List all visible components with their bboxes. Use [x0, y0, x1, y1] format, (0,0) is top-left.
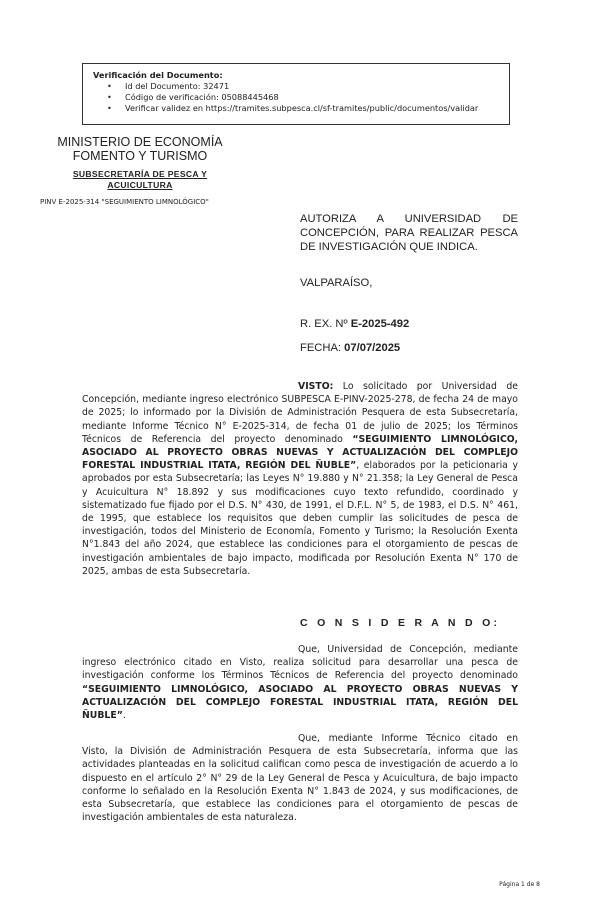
considerando-paragraph-2 — [82, 732, 518, 824]
visto-paragraph — [82, 380, 518, 578]
resolution-date — [300, 341, 400, 355]
verification-list — [89, 81, 503, 114]
reference-code: PINV E-2025-314 "SEGUIMIENTO LIMNOLÓGICO" — [40, 198, 209, 206]
resolution-subject: AUTORIZA A UNIVERSIDAD DE CONCEPCIÓN, PARA REALIZAR PESCA DE INVESTIGACIÓN QUE INDICA. — [300, 213, 518, 253]
resolution-number — [300, 317, 409, 331]
verification-url[interactable]: • Verificar validez en https://tramites.subpesca.cl/sf-tramites/public/documentos/validar — [89, 103, 503, 114]
considerando-paragraph-1 — [82, 643, 518, 722]
para2-text: Que, mediante Informe Técnico citado en Visto, la División de Administración Pesquera de esta Subsecretaría, informa que las actividades planteadas en la solicitud califican como pesca de investigación de acuerdo a lo dispuesto en el artículo 2° N° 29 de la Ley General de Pesca y Acuicultura, de bajo impacto conforme lo señalado en la Resolución Exenta N° 1.843 de 2024, y sus modificaciones, de esta Subsecretaría, que establece las condiciones para el otorgamiento de pescas de investigación ambientales de esta naturaleza. — [82, 733, 518, 824]
verification-code: • Código de verificación: 05088445468 — [89, 92, 503, 103]
rex-value: E-2025-492 — [350, 318, 410, 330]
para1-project-name: “SEGUIMIENTO LIMNOLÓGICO, ASOCIADO AL PROYECTO OBRAS NUEVAS Y ACTUALIZACIÓN DEL COMPLEJO FORESTAL INDUSTRIAL ITATA, REGIÓN DEL ÑUBLE” — [82, 683, 518, 722]
subsecretaria-line-1: SUBSECRETARÍA DE PESCA Y — [72, 169, 208, 179]
verification-document-id: • Id del Documento: 32471 — [89, 81, 503, 92]
fecha-value: 07/07/2025 — [344, 342, 401, 354]
ministry-heading — [40, 135, 240, 163]
verification-title: Verificación del Documento: — [93, 70, 223, 80]
para1-text-b: . — [122, 710, 126, 722]
visto-text-b: , elaborados por la peticionaria y aprobados por esta Subsecretaría; las Leyes N° 19.880 y N° 21.358; la Ley General de Pesca y Acuicultura N° 18.892 y sus modificaciones cuyo texto refundido, coordinado y sistematizado fue fijado por el D.S. N° 430, de 1991, el D.F.L. N° 5, de 1983, el D.S. N° 461, de 1995, que establece los requisitos que deben cumplir las solicitudes de pesca de investigación, todos del Ministerio de Economía, Fomento y Turismo; la Resolución Exenta N°1.843 del año 2024, que establece las condiciones para el otorgamiento de pescas de investigación ambientales de bajo impacto, modificada por Resolución Exenta N° 170 de 2025, ambas de esta Subsecretaría. — [82, 460, 519, 577]
rex-label: R. EX. Nº — [300, 318, 348, 330]
visto-label: VISTO: — [298, 381, 334, 392]
visto-project-name: “SEGUIMIENTO LIMNOLÓGICO, ASOCIADO AL PROYECTO OBRAS NUEVAS Y ACTUALIZACIÓN DEL COMPLEJO FORESTAL INDUSTRIAL ITATA, REGIÓN DEL ÑUBLE” — [82, 433, 518, 472]
considerando-heading: C O N S I D E R A N D O: — [300, 617, 501, 629]
page-number: Página 1 de 8 — [499, 881, 540, 888]
verification-box — [82, 63, 510, 125]
visto-text-a: Lo solicitado por Universidad de Concepción, mediante ingreso electrónico SUBPESCA E-PINV-2025-278, de fecha 24 de mayo de 2025; lo informado por la División de Administración Pesquera de esta Subsecretaría, mediante Informe Técnico N° E-2025-314, de fecha 01 de julio de 2025; los Términos Técnicos de Referencia del proyecto denominado — [82, 381, 518, 445]
subsecretaria-line-2: ACUICULTURA — [107, 180, 173, 190]
subsecretaria-heading — [50, 169, 230, 191]
para1-text-a: Que, Universidad de Concepción, mediante ingreso electrónico citado en Visto, realiza solicitud para desarrollar una pesca de investigación conforme los Términos Técnicos de Referencia del proyecto denominado — [82, 644, 518, 682]
place: VALPARAÍSO, — [300, 277, 373, 289]
ministry-line-1: MINISTERIO DE ECONOMÍA — [57, 135, 223, 149]
ministry-line-2: FOMENTO Y TURISMO — [72, 149, 208, 163]
fecha-label: FECHA: — [300, 342, 342, 354]
